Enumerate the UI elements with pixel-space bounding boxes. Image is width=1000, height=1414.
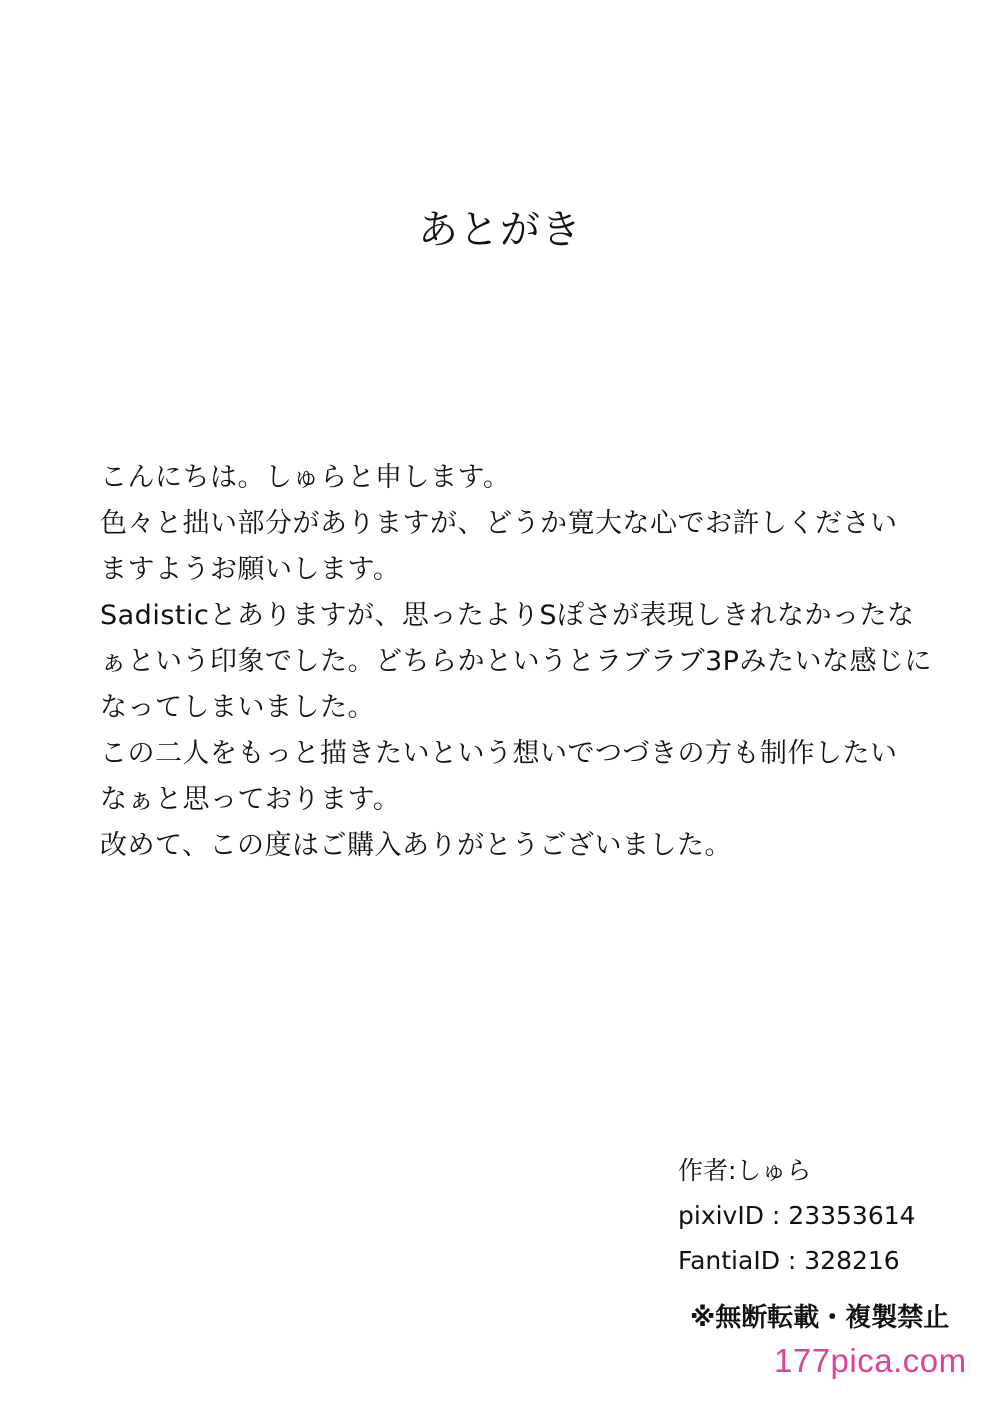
- body-line: 改めて、この度はご購入ありがとうございました。: [100, 830, 732, 861]
- afterword-body: [100, 455, 932, 869]
- body-line: Sadisticとありますが、思ったよりSぽさが表現しきれなかったな: [100, 600, 915, 631]
- copyright-notice: ※無断転載・複製禁止: [690, 1303, 950, 1333]
- body-line: この二人をもっと描きたいという想いでつづきの方も制作したい: [100, 738, 898, 769]
- body-line: ますようお願いします。: [100, 554, 401, 585]
- fantia-id: FantiaID : 328216: [678, 1246, 900, 1275]
- body-line: ぁという印象でした。どちらかというとラブラブ3Pみたいな感じに: [100, 646, 932, 677]
- body-line: なってしまいました。: [100, 692, 375, 723]
- body-line: こんにちは。しゅらと申します。: [100, 462, 511, 493]
- body-line: 色々と拙い部分がありますが、どうか寛大な心でお許しください: [100, 508, 898, 539]
- site-watermark: 177pica.com: [774, 1342, 967, 1379]
- author-name: 作者:しゅら: [678, 1156, 812, 1185]
- body-line: なぁと思っております。: [100, 784, 401, 815]
- page-title: あとがき: [418, 207, 582, 253]
- pixiv-id: pixivID : 23353614: [678, 1201, 916, 1230]
- author-credits: [678, 1148, 978, 1283]
